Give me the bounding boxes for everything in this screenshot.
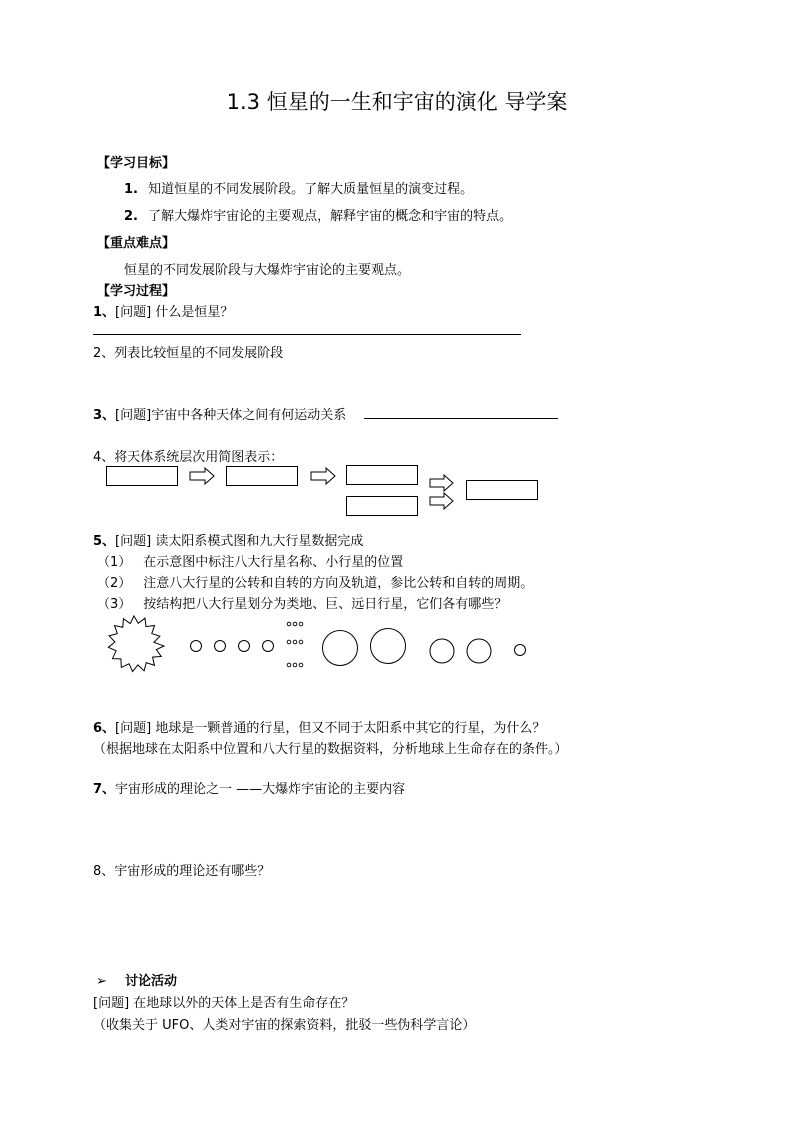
arrow-right-icon: [430, 475, 453, 491]
discussion-note: （收集关于 UFO、人类对宇宙的探索资料，批驳一些伪科学言论）: [93, 1018, 476, 1033]
planet-icon: [215, 641, 226, 652]
planet-icon: [371, 629, 406, 664]
asteroid-belt-icon: [287, 622, 303, 667]
question-number: 1、: [93, 305, 116, 320]
sub-text: 注意八大行星的公转和自转的方向及轨道，参比公转和自转的周期。: [143, 576, 534, 591]
arrow-right-icon: [311, 468, 335, 484]
goal-number: 1.: [124, 182, 138, 197]
key-points-text: 恒星的不同发展阶段与大爆炸宇宙论的主要观点。: [124, 263, 411, 278]
question-number: 3、: [93, 408, 116, 423]
question-text: [问题] 地球是一颗普通的行星，但又不同于太阳系中其它的行星，为什么？: [115, 721, 546, 736]
bullet-arrow-icon: ➢: [96, 974, 107, 989]
discussion-heading: 讨论活动: [125, 974, 178, 989]
process-heading: 【学习过程】: [97, 284, 176, 299]
sub-number: （2）: [97, 576, 132, 591]
sub-question-1: [97, 551, 403, 570]
goal-text: 了解大爆炸宇宙论的主要观点，解释宇宙的概念和宇宙的特点。: [148, 209, 513, 224]
question-7: [93, 778, 405, 797]
planet-icon: [263, 641, 274, 652]
question-number: 7、: [93, 782, 116, 797]
question-5: [93, 530, 363, 549]
sub-question-2: [97, 572, 533, 591]
planet-icon: [515, 645, 526, 656]
arrow-right-icon: [430, 493, 453, 509]
sub-text: 在示意图中标注八大行星名称、小行星的位置: [143, 555, 404, 570]
sun-icon: [108, 616, 164, 672]
page-title: 1.3 恒星的一生和宇宙的演化 导学案: [226, 90, 568, 114]
question-2: 2、列表比较恒星的不同发展阶段: [93, 346, 284, 361]
sub-question-3: [97, 593, 507, 612]
question-number: 5、: [93, 534, 116, 549]
question-text: 宇宙形成的理论之一 ——大爆炸宇宙论的主要内容: [115, 782, 406, 797]
question-4: 4、将天体系统层次用简图表示：: [93, 450, 284, 465]
planet-icon: [467, 639, 491, 663]
question-8: 8、宇宙形成的理论还有哪些？: [93, 864, 271, 879]
question-number: 6、: [93, 721, 116, 736]
question-text: [问题] 读太阳系模式图和九大行星数据完成: [115, 534, 364, 549]
planet-icon: [191, 641, 202, 652]
key-points-heading: 【重点难点】: [97, 236, 176, 251]
goal-number: 2.: [124, 209, 138, 224]
question-text: [问题]宇宙中各种天体之间有何运动关系: [115, 408, 347, 423]
question-text: [问题] 什么是恒星？: [115, 305, 234, 320]
question-6: [93, 717, 545, 736]
planet-icon: [430, 639, 454, 663]
sub-text: 按结构把八大行星划分为类地、巨、远日行星，它们各有哪些？: [143, 597, 508, 612]
question-6-note: （根据地球在太阳系中位置和八大行星的数据资料，分析地球上生命存在的条件。）: [93, 742, 568, 757]
discussion-question: [问题] 在地球以外的天体上是否有生命存在？: [93, 996, 355, 1011]
goals-heading: 【学习目标】: [97, 156, 176, 171]
planet-icon: [239, 641, 250, 652]
sub-number: （3）: [97, 597, 132, 612]
goal-text: 知道恒星的不同发展阶段。了解大质量恒星的演变过程。: [148, 182, 474, 197]
discussion-heading-row: [96, 970, 177, 989]
sub-number: （1）: [97, 555, 132, 570]
arrow-right-icon: [190, 468, 214, 484]
planet-icon: [323, 631, 358, 666]
